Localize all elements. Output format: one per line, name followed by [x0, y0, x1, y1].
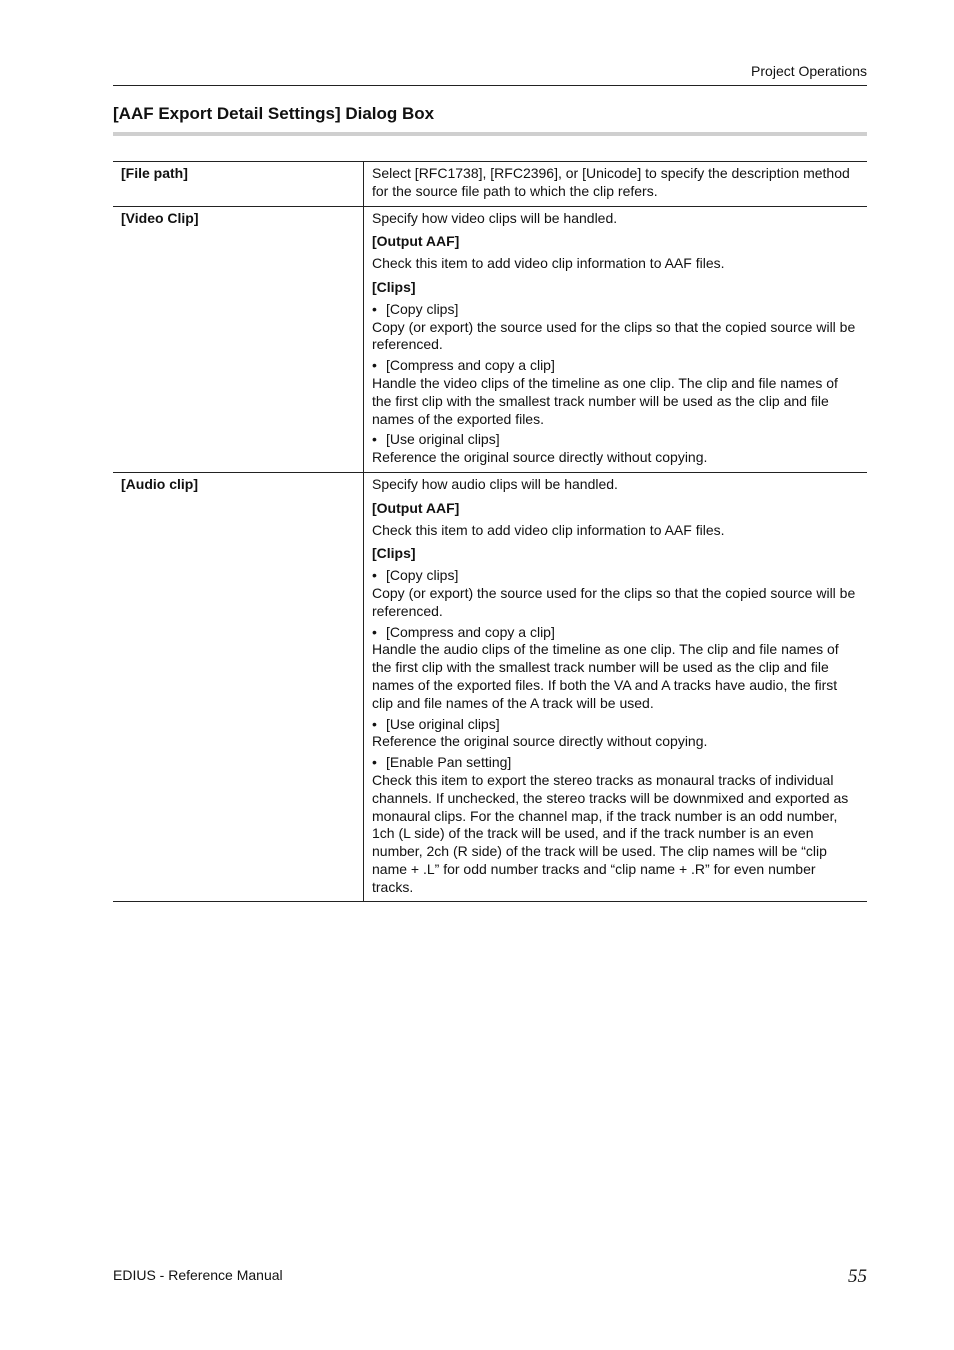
description-video-clip: [364, 206, 868, 472]
audio-intro: Specify how audio clips will be handled.: [372, 475, 618, 492]
bullet-icon: •: [372, 623, 377, 640]
option-text: Copy (or export) the source used for the clips so that the copied source will be referenced.: [372, 318, 856, 353]
option-name: [Compress and copy a clip]: [386, 623, 555, 640]
term-audio-clip: [Audio clip]: [113, 472, 364, 902]
bullet-icon: •: [372, 431, 377, 448]
video-output-aaf-text: Check this item to add video clip information to AAF files.: [372, 255, 725, 272]
video-option-compress: [372, 357, 859, 428]
audio-output-aaf-text: Check this item to add video clip information to AAF files.: [372, 521, 725, 538]
option-name: [Copy clips]: [386, 567, 459, 584]
audio-clips-heading: [Clips]: [372, 545, 416, 562]
option-text: Handle the audio clips of the timeline as one clip. The clip and file names of the first clip with the smallest track number will be used as the clip and file names of the exported files. If both the VA and A tracks have audio, the first clip and file names of the A track will be used.: [372, 641, 839, 711]
option-name: [Compress and copy a clip]: [386, 357, 555, 374]
bullet-icon: •: [372, 715, 377, 732]
audio-option-copy: [372, 567, 859, 620]
video-output-aaf-heading: [Output AAF]: [372, 233, 460, 250]
option-name: [Use original clips]: [386, 715, 500, 732]
video-option-original: [372, 431, 859, 467]
option-name: [Enable Pan setting]: [386, 754, 512, 771]
file-path-text: Select [RFC1738], [RFC2396], or [Unicode] to specify the description method for the source file path to which the clip refers.: [372, 165, 850, 199]
term-video-clip: [Video Clip]: [113, 206, 364, 472]
term-file-path: [File path]: [113, 162, 364, 207]
audio-option-original: [372, 716, 859, 752]
option-text: Reference the original source directly without copying.: [372, 449, 708, 466]
video-clip-options: [372, 301, 859, 467]
bullet-icon: •: [372, 357, 377, 374]
settings-table: [113, 161, 867, 902]
table-row-file-path: [113, 162, 867, 207]
video-option-copy: [372, 301, 859, 354]
running-header: Project Operations: [751, 63, 867, 79]
title-underline: [113, 132, 867, 136]
option-text: Check this item to export the stereo tracks as monaural tracks of individual channels. If unchecked, the stereo tracks will be downmixed and exported as monaural clips. For the channel map, if the track number is an odd number, 1ch (L side) of the track will be used, and if the track number is an even number, 2ch (R side) of the track will be used. The clip names will be “clip name + .L” for odd number tracks and “clip name + .R” for even number tracks.: [372, 771, 849, 895]
bullet-icon: •: [372, 754, 377, 771]
video-clips-heading: [Clips]: [372, 278, 416, 295]
audio-output-aaf-heading: [Output AAF]: [372, 499, 460, 516]
bullet-icon: •: [372, 300, 377, 317]
table-row-audio-clip: [113, 472, 867, 902]
option-name: [Copy clips]: [386, 300, 459, 317]
option-text: Handle the video clips of the timeline as one clip. The clip and file names of the first clip with the smallest track number will be used as the clip and file names of the exported files.: [372, 374, 838, 427]
table-row-video-clip: [113, 206, 867, 472]
bullet-icon: •: [372, 567, 377, 584]
section-title: [AAF Export Detail Settings] Dialog Box: [113, 104, 435, 123]
option-text: Reference the original source directly without copying.: [372, 733, 708, 750]
description-audio-clip: [364, 472, 868, 902]
description-file-path: [364, 162, 868, 207]
audio-option-pan: [372, 754, 859, 896]
audio-option-compress: [372, 624, 859, 713]
option-text: Copy (or export) the source used for the clips so that the copied source will be referenced.: [372, 584, 856, 619]
page-number: 55: [848, 1266, 867, 1287]
header-rule: [113, 85, 867, 86]
audio-clip-options: [372, 567, 859, 896]
option-name: [Use original clips]: [386, 431, 500, 448]
footer-manual-title: EDIUS - Reference Manual: [113, 1267, 283, 1283]
video-intro: Specify how video clips will be handled.: [372, 209, 618, 226]
